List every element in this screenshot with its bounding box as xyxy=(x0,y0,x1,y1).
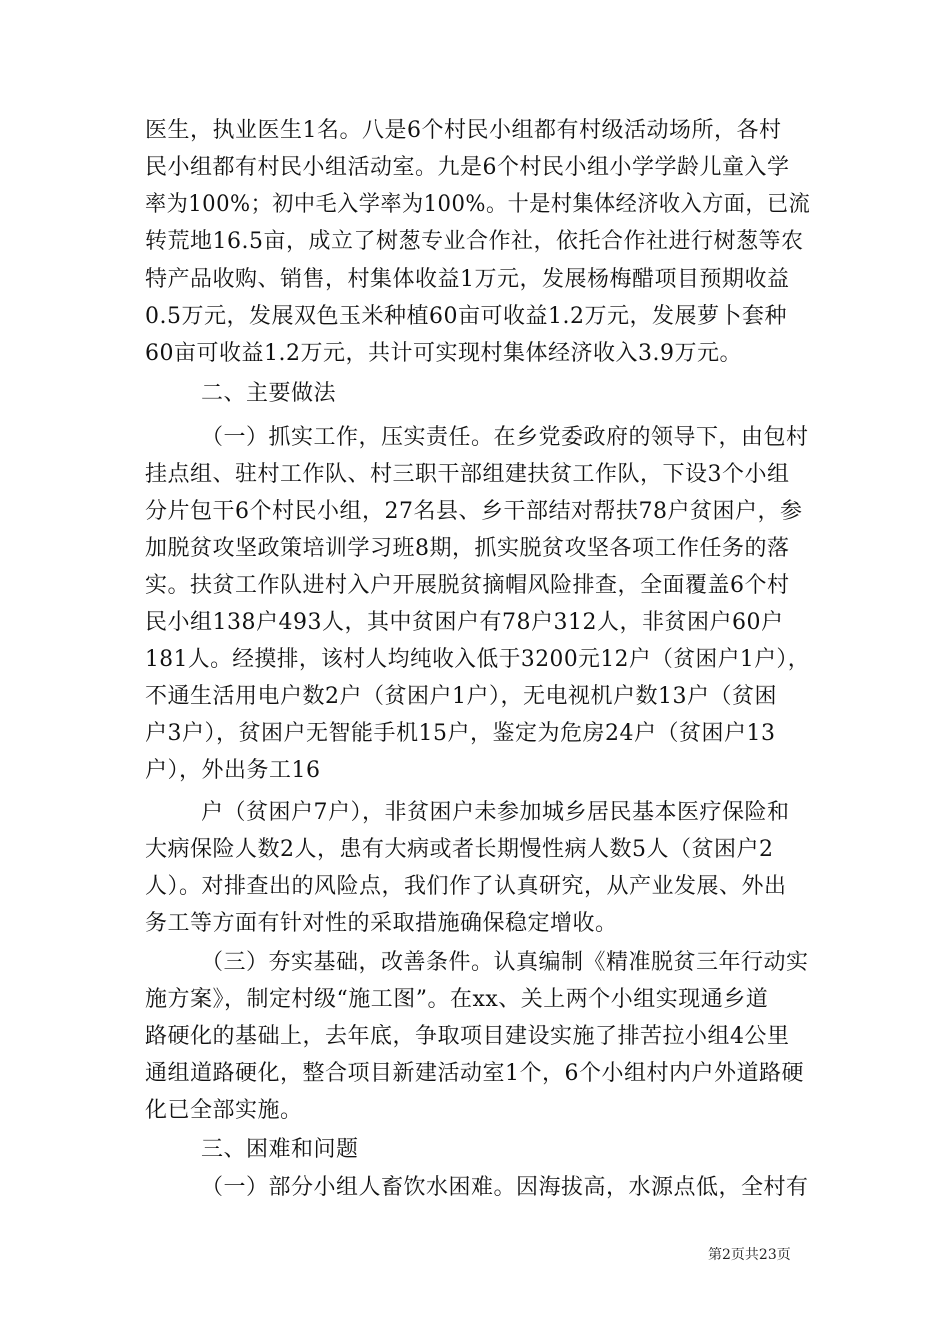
section-heading: 三、困难和问题 xyxy=(201,1137,359,1162)
text-line: 民小组138户493人，其中贫困户有78户312人，非贫困户60户 xyxy=(145,610,784,635)
text-line: 医生，执业医生1名。八是6个村民小组都有村级活动场所，各村 xyxy=(145,118,782,143)
text-line: 化已全部实施。 xyxy=(145,1098,303,1123)
text-line: 施方案》，制定村级“施工图”。在xx、关上两个小组实现通乡道 xyxy=(145,987,769,1012)
text-line: 率为100%；初中毛入学率为100%。十是村集体经济收入方面，已流 xyxy=(145,192,811,217)
text-line: 实。扶贫工作队进村入户开展脱贫摘帽风险排查，全面覆盖6个村 xyxy=(145,573,790,598)
text-line: 分片包干6个村民小组，27名县、乡干部结对帮扶78户贫困户，参 xyxy=(145,499,803,524)
text-line: 转荒地16.5亩，成立了树葱专业合作社，依托合作社进行树葱等农 xyxy=(145,229,804,254)
text-line: 181人。经摸排，该村人均纯收入低于3200元12户（贫困户1户）， xyxy=(145,647,810,672)
text-line: 户3户），贫困户无智能手机15户，鉴定为危房24户（贫困户13 xyxy=(145,721,776,746)
text-line: 特产品收购、销售，村集体收益1万元，发展杨梅醋项目预期收益 xyxy=(145,267,790,292)
text-line: （一）部分小组人畜饮水困难。因海拔高，水源点低，全村有 xyxy=(201,1175,809,1200)
text-line: （三）夯实基础，改善条件。认真编制《精准脱贫三年行动实 xyxy=(201,950,809,975)
text-line: 挂点组、驻村工作队、村三职干部组建扶贫工作队，下设3个小组 xyxy=(145,462,790,487)
text-line: 户），外出务工16 xyxy=(145,758,321,783)
text-line: 0.5万元，发展双色玉米种植60亩可收益1.2万元，发展萝卜套种 xyxy=(145,304,787,329)
section-heading: 二、主要做法 xyxy=(201,381,337,406)
text-line: 加脱贫攻坚政策培训学习班8期，抓实脱贫攻坚各项工作任务的落 xyxy=(145,536,790,561)
text-line: 户（贫困户7户），非贫困户未参加城乡居民基本医疗保险和 xyxy=(201,800,790,825)
text-line: （一）抓实工作，压实责任。在乡党委政府的领导下，由包村 xyxy=(201,425,809,450)
text-line: 民小组都有村民小组活动室。九是6个村民小组小学学龄儿童入学 xyxy=(145,155,790,180)
page-number-footer: 第2页共23页 xyxy=(708,1247,791,1263)
text-line: 通组道路硬化，整合项目新建活动室1个，6个小组村内户外道路硬 xyxy=(145,1061,804,1086)
text-line: 人）。对排查出的风险点，我们作了认真研究，从产业发展、外出 xyxy=(145,874,787,899)
text-line: 务工等方面有针对性的采取措施确保稳定增收。 xyxy=(145,911,618,936)
text-line: 60亩可收益1.2万元，共计可实现村集体经济收入3.9万元。 xyxy=(145,341,742,366)
text-line: 路硬化的基础上，去年底，争取项目建设实施了排苦拉小组4公里 xyxy=(145,1024,790,1049)
text-line: 不通生活用电户数2户（贫困户1户），无电视机户数13户（贫困 xyxy=(145,684,777,709)
text-line: 大病保险人数2人，患有大病或者长期慢性病人数5人（贫困户2 xyxy=(145,837,774,862)
